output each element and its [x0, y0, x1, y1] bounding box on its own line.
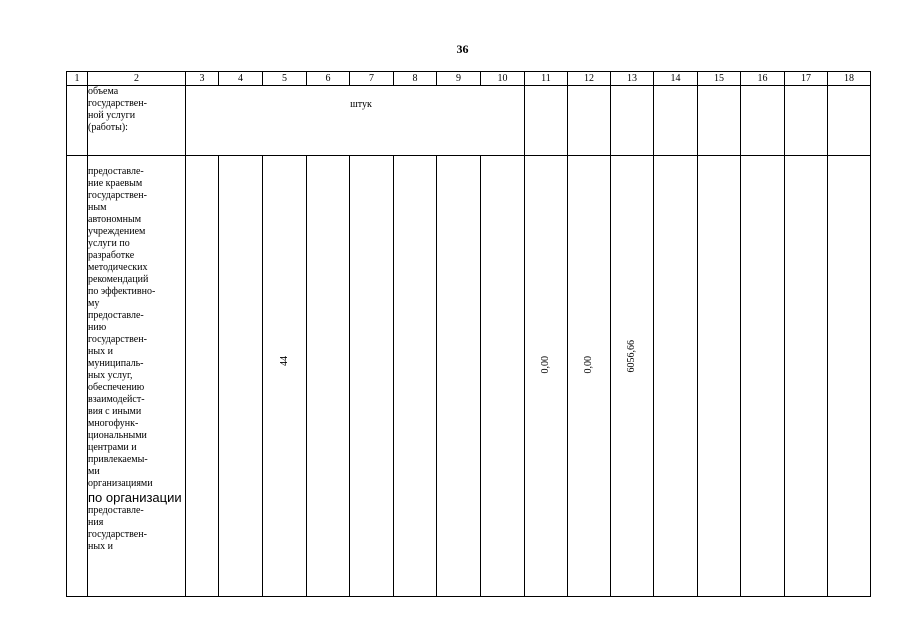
text-line: ных и	[88, 346, 113, 357]
column-header-3: 3	[186, 72, 219, 86]
column-header-14: 14	[654, 72, 698, 86]
text-line: рекомендаций	[88, 274, 149, 285]
table-cell	[741, 156, 785, 597]
text-line: предоставле-	[88, 505, 144, 516]
column-header-10: 10	[481, 72, 525, 86]
unit-label: штук	[350, 99, 372, 110]
table-cell	[67, 156, 88, 597]
column-header-11: 11	[525, 72, 568, 86]
text-line: учреждением	[88, 226, 146, 237]
text-line: ние краевым	[88, 178, 143, 189]
table-cell	[828, 86, 871, 156]
text-line: центрами и	[88, 442, 137, 453]
column-header-13: 13	[611, 72, 654, 86]
column-header-9: 9	[437, 72, 481, 86]
text-line: нию	[88, 322, 107, 333]
text-line: муниципаль-	[88, 358, 144, 369]
column-header-18: 18	[828, 72, 871, 86]
data-table	[66, 71, 871, 597]
table-cell	[186, 156, 219, 597]
text-line: ной услуги	[88, 110, 136, 121]
table-cell	[67, 86, 88, 156]
text-line: взаимодейст-	[88, 394, 145, 405]
text-line: вия с иными	[88, 406, 142, 417]
text-line: обеспечению	[88, 382, 145, 393]
text-line: объема	[88, 86, 119, 97]
text-line: по эффективно-	[88, 286, 156, 297]
text-line: автономным	[88, 214, 142, 225]
table-cell	[437, 156, 481, 597]
text-line: государствен-	[88, 334, 147, 345]
column-header-2: 2	[88, 72, 186, 86]
table-cell	[741, 86, 785, 156]
table-cell	[698, 86, 741, 156]
value-cell-col5	[263, 156, 307, 597]
value-col13: 6056,66	[626, 340, 637, 373]
value-cell-col12	[568, 156, 611, 597]
indicator-description-cell	[88, 156, 186, 597]
text-line: государствен-	[88, 529, 147, 540]
table-cell	[481, 156, 525, 597]
text-line: предоставле-	[88, 310, 144, 321]
text-line: ми	[88, 466, 100, 477]
column-header-8: 8	[394, 72, 437, 86]
column-header-1: 1	[67, 72, 88, 86]
table-cell	[785, 86, 828, 156]
table-cell	[611, 86, 654, 156]
table-cell	[568, 86, 611, 156]
table-cell	[654, 86, 698, 156]
column-header-7: 7	[350, 72, 394, 86]
table-row	[67, 156, 871, 597]
table-cell	[785, 156, 828, 597]
value-cell-col13	[611, 156, 654, 597]
text-line: привлекаемы-	[88, 454, 148, 465]
table-cell	[698, 156, 741, 597]
text-line: циональными	[88, 430, 147, 441]
text-line: государствен-	[88, 190, 147, 201]
value-cell-col11	[525, 156, 568, 597]
text-line: многофунк-	[88, 418, 139, 429]
text-line: ных услуг,	[88, 370, 133, 381]
table-cell	[307, 156, 350, 597]
table-cell	[525, 86, 568, 156]
column-header-5: 5	[263, 72, 307, 86]
text-line: разработке	[88, 250, 135, 261]
unit-cell	[186, 86, 525, 156]
text-line: по организации	[88, 490, 182, 505]
value-col11: 0,00	[540, 356, 551, 374]
table-cell	[828, 156, 871, 597]
column-header-17: 17	[785, 72, 828, 86]
text-line: му	[88, 298, 100, 309]
column-header-4: 4	[219, 72, 263, 86]
text-line: предоставле-	[88, 166, 144, 177]
text-line: ния	[88, 517, 104, 528]
text-line: (работы):	[88, 122, 128, 133]
table-row	[67, 86, 871, 156]
text-line: организациями	[88, 478, 153, 489]
text-line: ных и	[88, 541, 113, 552]
column-header-12: 12	[568, 72, 611, 86]
indicator-name-cell	[88, 86, 186, 156]
text-line: ным	[88, 202, 107, 213]
text-line: методических	[88, 262, 148, 273]
table-cell	[350, 156, 394, 597]
page-number: 36	[456, 42, 469, 56]
value-col12: 0,00	[583, 356, 594, 374]
table-cell	[654, 156, 698, 597]
column-header-6: 6	[307, 72, 350, 86]
column-header-15: 15	[698, 72, 741, 86]
value-col5: 44	[278, 356, 290, 366]
column-header-row	[67, 72, 871, 86]
table-cell	[394, 156, 437, 597]
column-header-16: 16	[741, 72, 785, 86]
text-line: услуги по	[88, 238, 130, 249]
table-cell	[219, 156, 263, 597]
text-line: государствен-	[88, 98, 147, 109]
